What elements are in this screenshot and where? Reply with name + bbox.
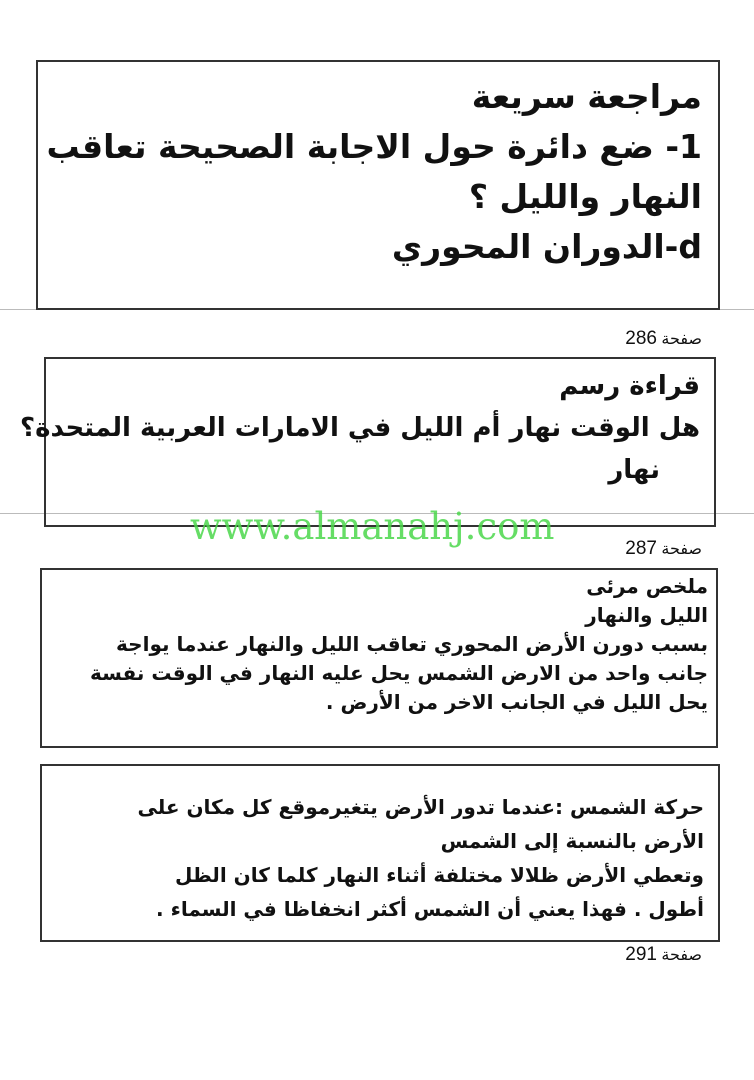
visual-summary-title: ملخص مرئى — [586, 574, 708, 598]
sun-motion-text-line: أطول . فهذا يعني أن الشمس أكثر انخفاظا في السماء . — [156, 897, 704, 921]
watermark: www.almanahj.com — [190, 505, 555, 548]
page-label: صفحة — [661, 947, 702, 964]
sun-motion-text-line: الأرض بالنسبة إلى الشمس — [440, 829, 704, 853]
sun-motion-box — [40, 764, 720, 942]
page-reference — [625, 944, 702, 966]
sun-motion-text-line: وتعطي الأرض ظلالا مختلفة أثناء النهار كلما كان الظل — [174, 863, 704, 887]
page-number: 287 — [625, 538, 657, 559]
read-drawing-title: قراءة رسم — [559, 371, 700, 401]
sun-motion-text-line: حركة الشمس :عندما تدور الأرض يتغيرموقع كل مكان على — [137, 795, 704, 819]
visual-summary-subtitle: الليل والنهار — [585, 603, 708, 627]
summary-text-line: بسبب دورن الأرض المحوري تعاقب الليل والنهار عندما يواجة — [116, 632, 708, 656]
read-drawing-box — [20, 357, 716, 527]
quick-review-box — [36, 60, 720, 310]
page-label: صفحة — [661, 541, 702, 558]
summary-text-line: يحل الليل في الجانب الاخر من الأرض . — [325, 690, 708, 714]
page-number: 291 — [625, 944, 657, 965]
answer-line: نهار — [608, 455, 660, 485]
question-line: النهار والليل ؟ — [468, 177, 702, 216]
visual-summary-box — [40, 568, 718, 748]
summary-text-line: جانب واحد من الارض الشمس يحل عليه النهار في الوقت نفسة — [90, 661, 708, 685]
question-line: هل الوقت نهار أم الليل في الامارات العربية المتحدة؟ — [20, 413, 700, 443]
page-label: صفحة — [661, 331, 702, 348]
question-line: 1- ضع دائرة حول الاجابة الصحيحة تعاقب — [46, 127, 702, 166]
page-reference — [625, 538, 702, 560]
page-reference — [625, 328, 702, 350]
quick-review-title: مراجعة سريعة — [471, 77, 702, 116]
page-number: 286 — [625, 328, 657, 349]
answer-line: d-الدوران المحوري — [391, 227, 702, 266]
